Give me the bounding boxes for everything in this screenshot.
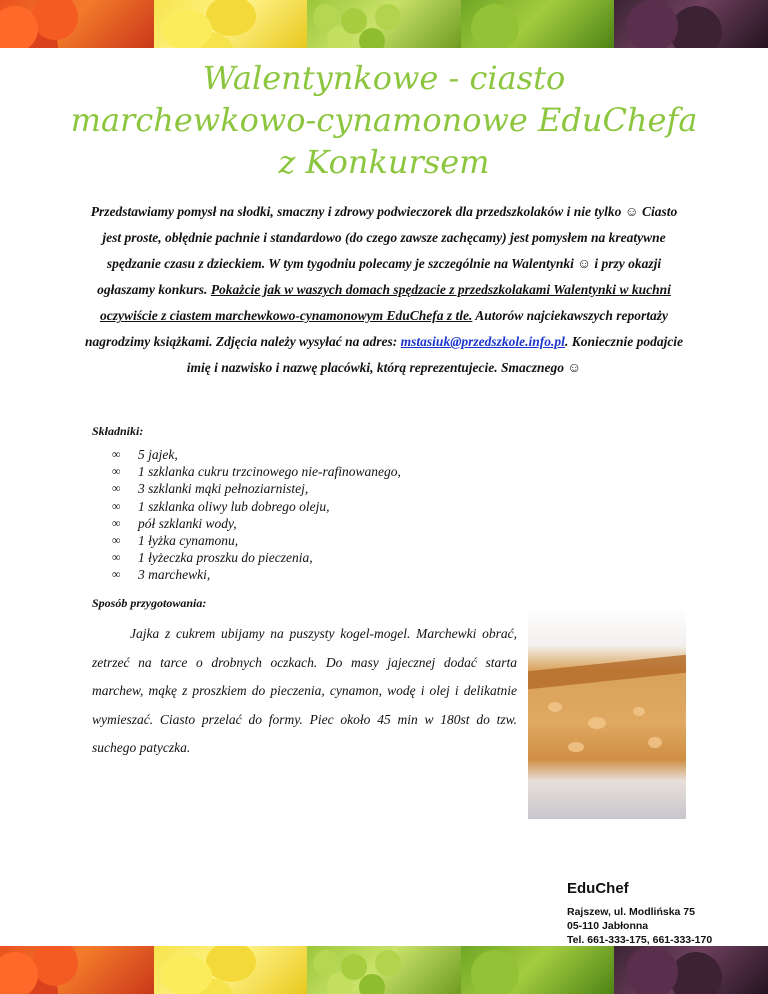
lime-image [461,946,615,994]
infinity-bullet-icon: ∞ [112,447,121,461]
infinity-bullet-icon: ∞ [112,515,121,530]
address-postal: 05-110 Jabłonna [567,920,649,933]
infinity-bullet-icon: ∞ [112,498,121,513]
ingredient-text: 3 szklanki mąki pełnoziarnistej, [138,481,309,497]
cake-crumb [568,742,584,752]
cake-crumb [588,717,606,729]
intro-text-4: Autorów najciekawszych reportaży nagrodzimy książkami. Zdjęcia należy wysyłać na adres: [84,308,668,349]
phone-numbers: Tel. 661-333-175, 661-333-170 [567,934,713,947]
intro-paragraph [80,199,688,381]
list-item [112,532,512,549]
title-line-2: marchewkowo-cynamonowe EduChefa [70,101,698,139]
fruit-banner-bottom [0,946,768,994]
smiley-face-icon: ☺ [567,360,582,375]
smiley-face-icon: ☺ [577,256,592,271]
ingredient-text: pół szklanki wody, [138,515,237,531]
title-line-3: z Konkursem [278,143,490,181]
fruit-banner-top [0,0,768,48]
plum-image [614,0,768,48]
ingredient-text: 1 łyżeczka proszku do pieczenia, [138,550,313,566]
lime-image [461,0,615,48]
infinity-bullet-icon: ∞ [112,550,121,565]
list-item [112,566,512,583]
ingredient-text: 1 szklanka oliwy lub dobrego oleju, [138,498,330,514]
infinity-bullet-icon: ∞ [112,567,121,582]
grape-image [307,946,461,994]
intro-text-2: Ciasto jest proste, obłędnie pachnie i standardowo (do czego zawsze zachęcamy) jest pomysłem na kreatywne spędzanie czasu z dzieckiem. W tym tygodniu polecamy je szczególnie na Walentynki [102,204,678,271]
plum-image [614,946,768,994]
page-title [0,57,768,183]
tomato-image [0,946,154,994]
ingredient-text: 1 łyżka cynamonu, [138,533,239,549]
list-item [112,498,512,515]
ingredient-text: 5 jajek, [138,447,178,462]
list-item [112,549,512,566]
smiley-face-icon: ☺ [624,204,639,219]
list-item [112,463,512,480]
lemon-image [154,0,308,48]
cake-crumb [548,702,562,712]
list-item [112,446,512,463]
intro-text-5: . Koniecznie podajcie imię i nazwisko i nazwę placówki, którą reprezentujecie. Smacznego [186,334,684,375]
method-heading: Sposób przygotowania: [92,596,207,610]
list-item [112,480,512,497]
title-line-1: Walentynkowe - ciasto [202,59,566,97]
carrot-cake-photo [528,607,686,819]
cake-crust [528,655,686,690]
cake-crumb [633,707,645,716]
method-text: Jajka z cukrem ubijamy na puszysty kogel-mogel. Marchewki obrać, zetrzeć na tarce o drobnych oczkach. Do masy jajecznej dodać starta marchew, mąkę z proszkiem do pieczenia, cynamon, wodę i olej i delikatnie wymieszać. Ciasto przelać do formy. Piec około 45 min w 180st do tzw. suchego patyczka. [92,626,517,755]
infinity-bullet-icon: ∞ [112,481,121,496]
infinity-bullet-icon: ∞ [112,464,121,479]
cake-crumb [648,737,662,748]
ingredients-list [112,446,512,584]
grape-image [307,0,461,48]
tomato-image [0,0,154,48]
list-item [112,515,512,532]
ingredients-heading: Składniki: [92,424,144,438]
brand-name: EduChef [567,880,629,897]
ingredient-text: 3 marchewki, [138,567,211,583]
intro-text-3: i przy okazji ogłaszamy konkurs. [97,256,662,297]
infinity-bullet-icon: ∞ [112,533,121,548]
intro-text-1: Przedstawiamy pomysł na słodki, smaczny i zdrowy podwieczorek dla przedszkolaków i nie tylko [90,204,625,219]
lemon-image [154,946,308,994]
address-street: Rajszew, ul. Modlińska 75 [567,906,695,918]
ingredient-text: 1 szklanka cukru trzcinowego nie-rafinowanego, [138,464,401,480]
email-link[interactable]: mstasiuk@przedszkole.info.pl [400,334,565,349]
contest-call-to-action: Pokażcie jak w waszych domach spędzacie z przedszkolakami Walentynki w kuchni oczywiście z ciastem marchewkowo-cynamonowym EduChefa z tle. [100,282,671,323]
